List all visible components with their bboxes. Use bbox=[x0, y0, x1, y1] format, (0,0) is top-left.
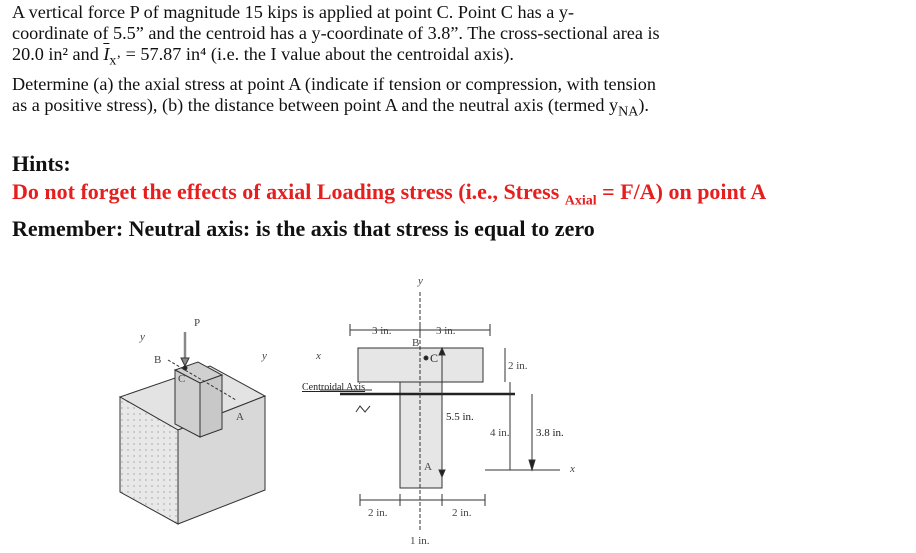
label-centroidal-axis: Centroidal Axis bbox=[302, 382, 366, 393]
label-B-left: B bbox=[154, 354, 162, 366]
moment-of-inertia-symbol: $\overline{I}$ bbox=[103, 44, 110, 64]
label-2in-right: 2 in. bbox=[508, 360, 528, 372]
hint-neutral-axis: Remember: Neutral axis: is the axis that stress is equal to zero bbox=[12, 216, 595, 242]
yna-subscript: NA bbox=[618, 104, 639, 120]
label-3in-right: 3 in. bbox=[436, 325, 456, 337]
beam-3d bbox=[120, 332, 265, 524]
problem-line-2: coordinate of 5.5” and the centroid has a y-coordinate of 3.8”. The cross-sectional area is bbox=[12, 23, 660, 43]
label-3in-left: 3 in. bbox=[372, 325, 392, 337]
problem-statement bbox=[12, 2, 907, 122]
label-4in: 4 in. bbox=[490, 427, 510, 439]
hint-axial-formula: = F/A) on point A bbox=[596, 179, 767, 204]
label-A-section: A bbox=[424, 461, 432, 473]
label-x-mid: x bbox=[316, 350, 321, 362]
label-3-8in: 3.8 in. bbox=[536, 427, 564, 439]
moment-text: = 57.87 in⁴ (i.e. the I value about the centroidal axis). bbox=[121, 44, 514, 64]
hints-block bbox=[12, 150, 912, 243]
problem-line-5 bbox=[12, 95, 907, 123]
label-P: P bbox=[194, 317, 201, 329]
label-y-left: y bbox=[140, 331, 145, 343]
label-C-left: C bbox=[178, 373, 186, 385]
figure-beam-section bbox=[0, 262, 916, 548]
problem-line-1: A vertical force P of magnitude 15 kips is applied at point C. Point C has a y- bbox=[12, 2, 575, 22]
label-5-5in: 5.5 in. bbox=[446, 411, 474, 423]
label-x-right: x bbox=[570, 463, 575, 475]
hints-title: Hints: bbox=[12, 151, 71, 176]
question-b-text: as a positive stress), (b) the distance between point A and the neutral axis (termed y bbox=[12, 94, 619, 115]
moment-subscript: x’ bbox=[109, 53, 122, 69]
problem-line-3 bbox=[12, 44, 907, 72]
label-B-section: B bbox=[412, 337, 420, 349]
hint-axial-text: Do not forget the effects of axial Loading stress (i.e., Stress bbox=[12, 179, 565, 204]
label-y-mid: y bbox=[262, 350, 267, 362]
label-2in-bottom-right: 2 in. bbox=[452, 507, 472, 519]
hint-axial-stress bbox=[12, 178, 912, 215]
label-y-top: y bbox=[418, 275, 423, 287]
label-A-left: A bbox=[236, 411, 244, 423]
label-C-section: C bbox=[430, 351, 439, 365]
question-b-end: ). bbox=[638, 94, 649, 115]
label-2in-bottom-left: 2 in. bbox=[368, 507, 388, 519]
problem-line-4: Determine (a) the axial stress at point A (indicate if tension or compression, with tension bbox=[12, 73, 656, 94]
label-1in: 1 in. bbox=[410, 535, 430, 547]
area-text: 20.0 in² and bbox=[12, 44, 104, 64]
axial-subscript: Axial bbox=[564, 193, 597, 209]
beam-diagram bbox=[0, 262, 916, 548]
